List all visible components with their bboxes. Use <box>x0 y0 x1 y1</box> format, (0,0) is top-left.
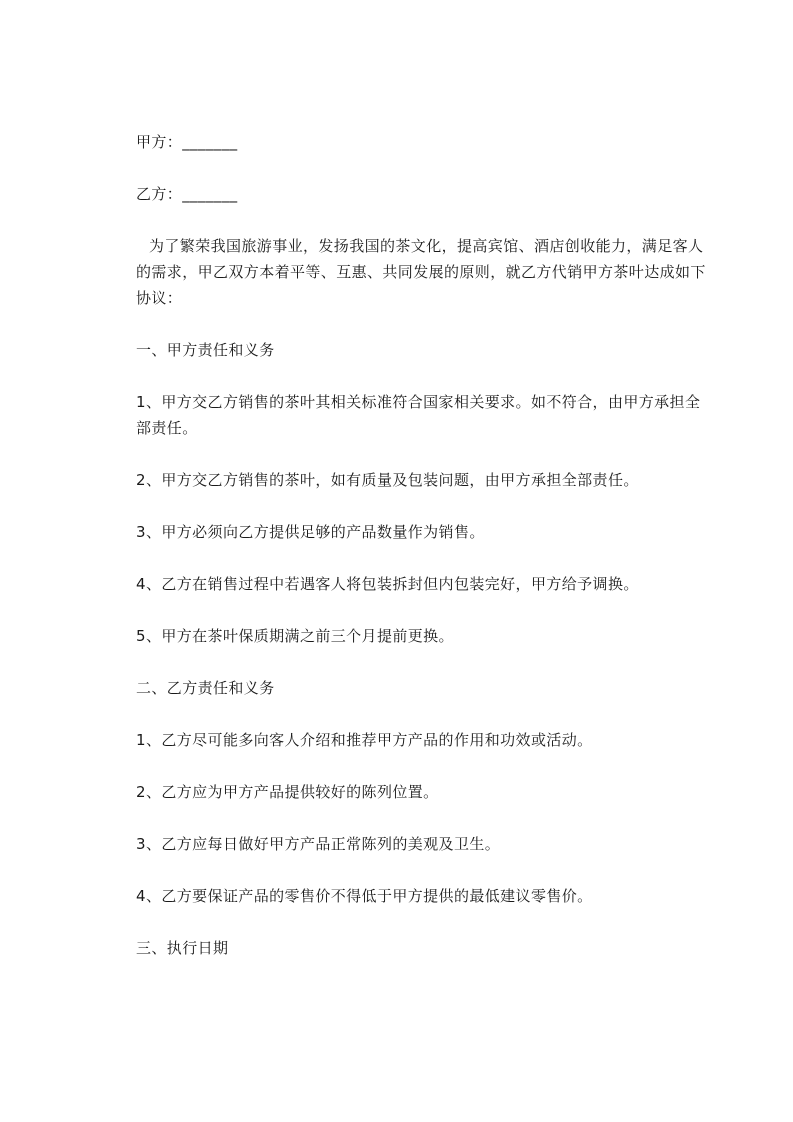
clause-a-1: 1、甲方交乙方销售的茶叶其相关标准符合国家相关要求。如不符合，由甲方承担全部责任。 <box>136 393 701 437</box>
clause-b-1: 1、乙方尽可能多向客人介绍和推荐甲方产品的作用和功效或活动。 <box>136 731 593 749</box>
clause-b-3: 3、乙方应每日做好甲方产品正常陈列的美观及卫生。 <box>136 835 501 853</box>
clause-a-4: 4、乙方在销售过程中若遇客人将包装拆封但内包装完好，甲方给予调换。 <box>136 575 639 593</box>
clause-a-2: 2、甲方交乙方销售的茶叶，如有质量及包装问题，由甲方承担全部责任。 <box>136 471 639 489</box>
clause-b-4: 4、乙方要保证产品的零售价不得低于甲方提供的最低建议零售价。 <box>136 887 593 905</box>
clause-b-2: 2、乙方应为甲方产品提供较好的陈列位置。 <box>136 783 439 801</box>
party-a-line: 甲方：_______ <box>136 133 238 151</box>
section-heading-party-a-duties: 一、甲方责任和义务 <box>136 341 275 359</box>
clause-a-3: 3、甲方必须向乙方提供足够的产品数量作为销售。 <box>136 523 485 541</box>
agreement-body <box>136 129 714 961</box>
intro-paragraph: 为了繁荣我国旅游事业，发扬我国的茶文化，提高宾馆、酒店创收能力，满足客人的需求，甲乙双方本着平等、互惠、共同发展的原则，就乙方代销甲方茶叶达成如下协议： <box>136 237 706 307</box>
section-heading-party-b-duties: 二、乙方责任和义务 <box>136 679 275 697</box>
clause-a-5: 5、甲方在茶叶保质期满之前三个月提前更换。 <box>136 627 454 645</box>
party-b-line: 乙方：_______ <box>136 185 238 203</box>
section-heading-execution-date: 三、执行日期 <box>136 939 229 957</box>
